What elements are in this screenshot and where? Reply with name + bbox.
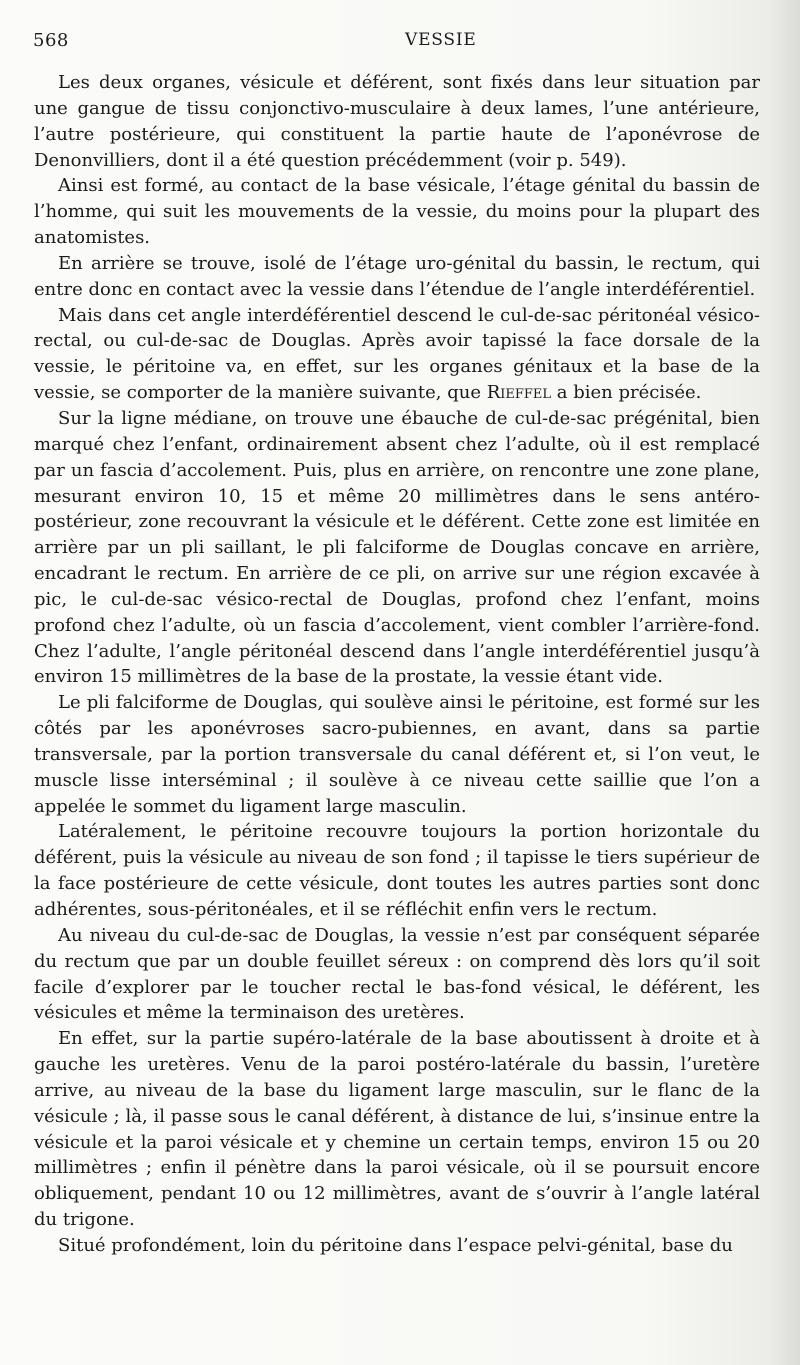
paragraph-5: Sur la ligne médiane, on trouve une ébauche de cul-de-sac prégénital, bien marqué chez l’enfant, ordinairement absent chez l’adulte, où il est remplacé par un fascia d’accolement. Puis, plus en arrière, on rencontre une zone plane, mesurant environ 10, 15 et même 20 millimètres dans le sens antéro-postérieur, zone recouvrant la vésicule et le déférent. Cette zone est limitée en arrière par un pli saillant, le pli falciforme de Douglas concave en arrière, encadrant le rectum. En arrière de ce pli, on arrive sur une région excavée à pic, le cul-de-sac vésico-rectal de Douglas, profond chez l’enfant, moins profond chez l’adulte, où un fascia d’accolement, vient combler l’arrière-fond. Chez l’adulte, l’angle péritonéal descend dans l’angle interdéférentiel jusqu’à environ 15 millimètres de la base de la prostate, la vessie étant vide. <box>34 407 760 688</box>
body-text <box>34 70 760 1259</box>
paragraph-8: Au niveau du cul-de-sac de Douglas, la vessie n’est par conséquent séparée du rectum que par un double feuillet séreux : on comprend dès lors qu’il soit facile d’explorer par le toucher rectal le bas-fond vésical, le déférent, les vésicules et même la terminaison des uretères. <box>34 924 760 1024</box>
paragraph-4 <box>34 303 760 406</box>
paragraph-1: Les deux organes, vésicule et déférent, sont fixés dans leur situation par une gangue de tissu conjonctivo-musculaire à deux lames, l’une antérieure, l’autre postérieure, qui constituent la partie haute de l’aponévrose de Denonvilliers, dont il a été question précédemment (voir p. 549). <box>34 72 760 171</box>
running-title: VESSIE <box>405 30 477 50</box>
paragraph-4-text-before: Mais dans cet angle interdéférentiel descend le cul-de-sac péritonéal vésico-rectal, ou cul-de-sac de Douglas. Après avoir tapissé la face dorsale de la vessie, le péritoine va, en effet, sur les organes génitaux et la base de la vessie, se comporter de la manière suivante, que <box>34 304 760 404</box>
paragraph-7: Latéralement, le péritoine recouvre toujours la portion horizontale du déférent, puis la vésicule au niveau de son fond ; il tapisse le tiers supérieur de la face postérieure de cette vésicule, dont toutes les autres parties sont donc adhérentes, sous-péritonéales, et il se réfléchit enfin vers le rectum. <box>34 821 760 920</box>
page-header <box>33 30 770 56</box>
paragraph-6: Le pli falciforme de Douglas, qui soulève ainsi le péritoine, est formé sur les côtés par les aponévroses sacro-pubiennes, en avant, dans sa partie transversale, par la portion transversale du canal déférent et, si l’on veut, le muscle lisse interséminal ; il soulève à ce niveau cette saillie que l’on a appelée le sommet du ligament large masculin. <box>34 692 760 817</box>
paragraph-2: Ainsi est formé, au contact de la base vésicale, l’étage génital du bassin de l’homme, qui suit les mouvements de la vessie, du moins pour la plupart des anatomistes. <box>34 175 760 249</box>
paragraph-4-text-after: a bien précisée. <box>551 382 702 404</box>
paragraph-3: En arrière se trouve, isolé de l’étage uro-génital du bassin, le rectum, qui entre donc en contact avec la vessie dans l’étendue de l’angle interdéférentiel. <box>34 252 760 300</box>
page-number: 568 <box>33 30 69 51</box>
paragraph-9: En effet, sur la partie supéro-latérale de la base aboutissent à droite et à gauche les uretères. Venu de la paroi postéro-latérale du bassin, l’uretère arrive, au niveau de la base du ligament large masculin, sur le flanc de la vésicule ; là, il passe sous le canal déférent, à distance de lui, s’insinue entre la vésicule et la paroi vésicale et y chemine un certain temps, environ 15 ou 20 millimètres ; enfin il pénètre dans la paroi vésicale, où il se poursuit encore obliquement, pendant 10 ou 12 millimètres, avant de s’ouvrir à l’angle latéral du trigone. <box>34 1028 760 1231</box>
author-name-rieffel: Rieffel <box>486 382 552 404</box>
paragraph-10: Situé profondément, loin du péritoine dans l’espace pelvi-génital, base du <box>58 1234 733 1256</box>
